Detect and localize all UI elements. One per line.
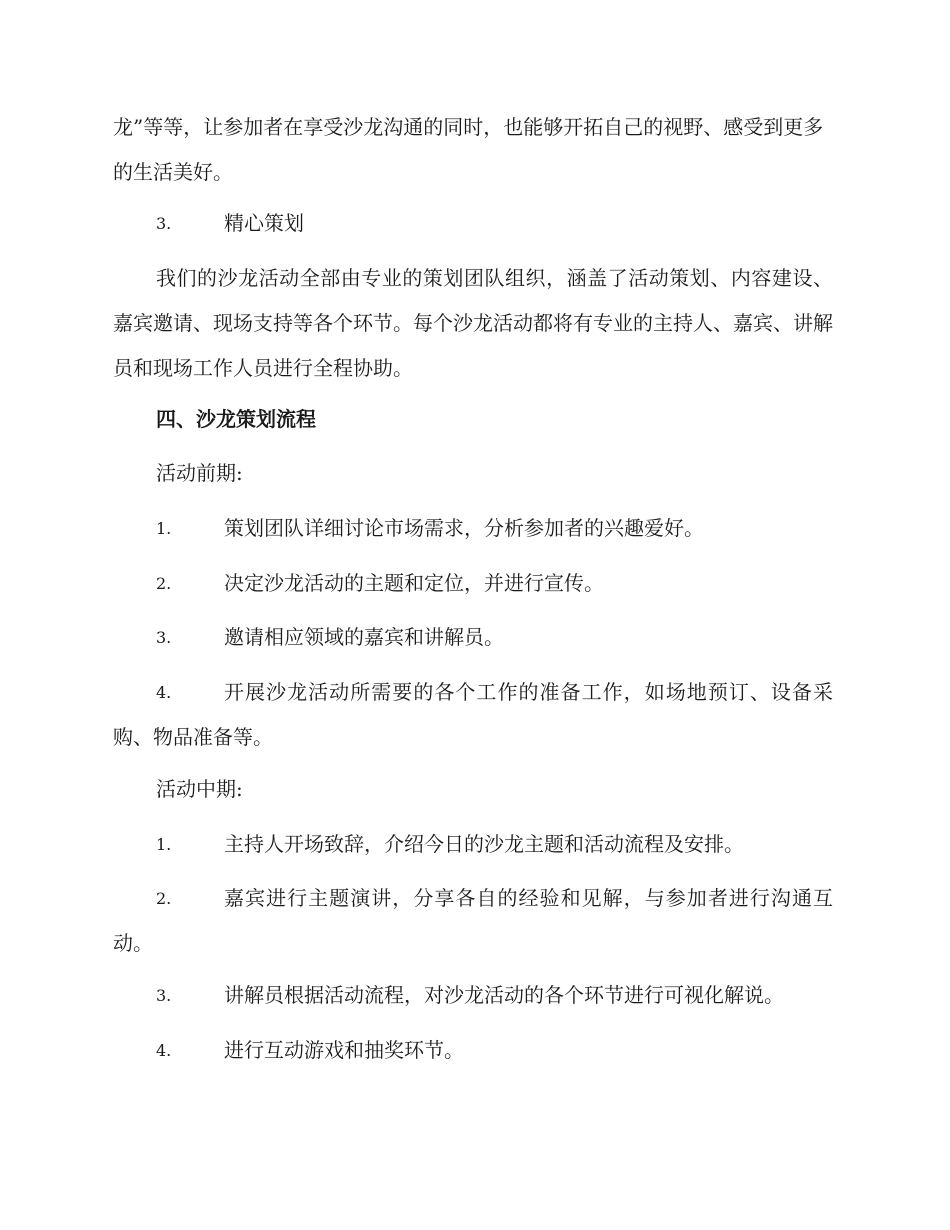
list-number: 3. [156,628,172,647]
list-number: 2. [156,574,172,593]
list-text: 策划团队详细讨论市场需求，分析参加者的兴趣爱好。 [224,516,704,540]
list-text: 开展沙龙活动所需要的各个工作的准备工作，如场地预订、设备采购、物品准备等。 [113,680,833,749]
section-heading: 四、沙龙策划流程 [156,407,316,431]
list-text: 主持人开场致辞，介绍今日的沙龙主题和活动流程及安排。 [224,832,744,856]
list-item [113,973,833,1018]
list-item-planning [113,201,833,246]
list-text: 决定沙龙活动的主题和定位，并进行宣传。 [224,571,604,595]
list-text: 嘉宾进行主题演讲，分享各自的经验和见解，与参加者进行沟通互动。 [113,886,833,955]
list-item [113,506,833,551]
list-item [113,670,833,760]
list-number: 3. [156,986,172,1005]
list-item [113,561,833,606]
list-item [113,1028,833,1073]
list-number: 1. [156,835,172,854]
list-item [113,615,833,660]
list-text: 讲解员根据活动流程，对沙龙活动的各个环节进行可视化解说。 [224,983,784,1007]
list-number: 4. [156,683,172,702]
list-text: 邀请相应领域的嘉宾和讲解员。 [224,625,504,649]
list-number: 1. [156,519,172,538]
list-text: 进行互动游戏和抽奖环节。 [224,1038,464,1062]
pre-phase-label: 活动前期: [156,461,243,485]
planning-paragraph: 我们的沙龙活动全部由专业的策划团队组织，涵盖了活动策划、内容建设、嘉宾邀请、现场支持等各个环节。每个沙龙活动都将有专业的主持人、嘉宾、讲解员和现场工作人员进行全程协助。 [113,266,833,380]
list-item [113,822,833,867]
continuation-paragraph: 龙”等等，让参加者在享受沙龙沟通的同时，也能够开拓自己的视野、感受到更多的生活美好。 [113,115,824,184]
list-text: 精心策划 [224,211,304,235]
list-item [113,876,833,966]
list-number: 2. [156,889,172,908]
mid-phase-label: 活动中期: [156,777,243,801]
list-number: 3. [156,214,172,233]
list-number: 4. [156,1041,172,1060]
